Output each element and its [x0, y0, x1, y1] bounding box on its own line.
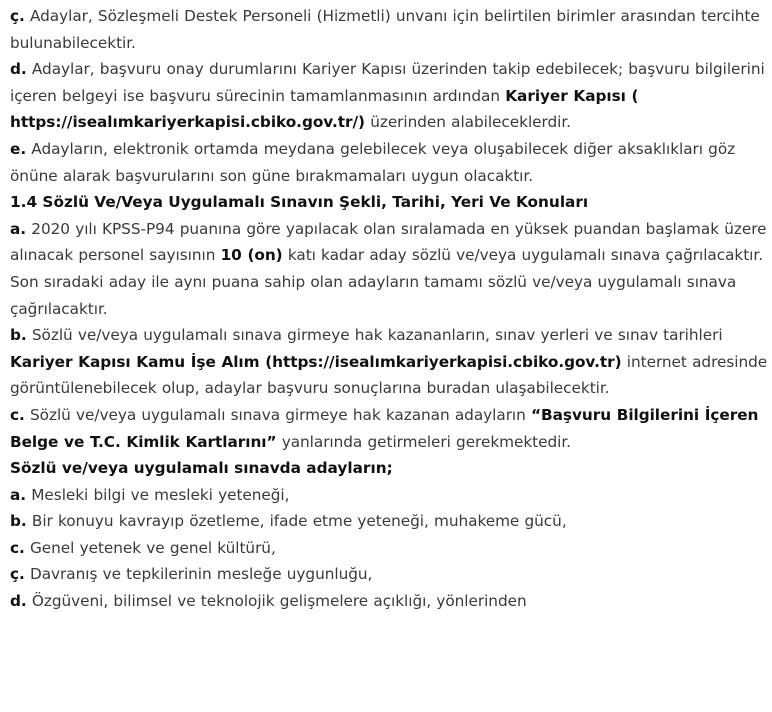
- item-text: Özgüveni, bilimsel ve teknolojik gelişmelere açıklığı, yönlerinden: [26, 592, 527, 611]
- item-text: Mesleki bilgi ve mesleki yeteneği,: [26, 485, 290, 504]
- item-marker: d.: [10, 592, 27, 611]
- item-text: Sözlü ve/veya uygulamalı sınava girmeye hak kazananların, sınav yerleri ve sınav tarihleri: [26, 326, 723, 345]
- item-marker: ç.: [10, 7, 25, 25]
- kamu-ise-alim-link-text: Kariyer Kapısı Kamu İşe Alım (https://isealımkariyerkapisi.cbiko.gov.tr): [10, 352, 622, 371]
- list-item-c-cedilla: [10, 3, 772, 56]
- item-text-after: internet adresinde görüntülenebilecek olup, adaylar başvuru sonuçlarına buradan ulaşabilecektir.: [10, 352, 768, 398]
- criteria-item-a: [10, 482, 772, 509]
- section-heading: 1.4 Sözlü Ve/Veya Uygulamalı Sınavın Şekli, Tarihi, Yeri Ve Konuları: [10, 193, 589, 212]
- item-text-after: yanlarında getirmeleri gerekmektedir.: [276, 432, 571, 451]
- item-marker: e.: [10, 139, 27, 158]
- item-marker: d.: [10, 60, 27, 79]
- candidate-multiplier: 10 (on): [220, 246, 283, 265]
- item-text: Adaylar, Sözleşmeli Destek Personeli (Hizmetli) unvanı için belirtilen birimler arasından tercihte bulunabilecektir.: [10, 7, 760, 52]
- criteria-item-c: [10, 535, 772, 562]
- item-text: Genel yetenek ve genel kültürü,: [24, 538, 276, 557]
- item-text-after: üzerinden alabileceklerdir.: [364, 113, 571, 132]
- criteria-item-b: [10, 508, 772, 535]
- item-text: Adayların, elektronik ortamda meydana gelebilecek veya oluşabilecek diğer aksaklıkları göz önüne alarak başvurularını son güne bırakmamaları uygun olacaktır.: [10, 139, 736, 185]
- item-marker: a.: [10, 219, 27, 238]
- required-documents: “Başvuru Bilgilerini İçeren Belge ve T.C. Kimlik Kartlarını”: [10, 405, 759, 451]
- document-body: [0, 3, 772, 712]
- list-item-e: [10, 136, 772, 189]
- section-item-b: [10, 322, 772, 402]
- item-marker: c.: [10, 405, 25, 424]
- item-text: 2020 yılı KPSS-P94 puanına göre yapılacak olan sıralamada en yüksek puandan başlamak üzere alınacak personel sayısının: [10, 219, 767, 265]
- item-text: Adaylar, başvuru onay durumlarını Kariyer Kapısı üzerinden takip edebilecek; başvuru bilgilerini içeren belgeyi ise başvuru sürecinin tamamlanmasının ardından: [10, 60, 765, 105]
- item-text: Davranış ve tepkilerinin mesleğe uygunluğu,: [24, 565, 373, 584]
- item-marker: c.: [10, 538, 25, 557]
- section-item-c: [10, 402, 772, 455]
- item-marker: ç.: [10, 565, 25, 584]
- criteria-item-d: [10, 588, 772, 615]
- sub-heading: Sözlü ve/veya uygulamalı sınavda adayların;: [10, 459, 393, 478]
- item-marker: b.: [10, 326, 27, 345]
- item-marker: b.: [10, 512, 27, 531]
- kariyer-kapisi-link-text: Kariyer Kapısı ( https://isealımkariyerkapisi.cbiko.gov.tr/): [10, 86, 639, 132]
- item-marker: a.: [10, 485, 27, 504]
- item-text: Bir konuyu kavrayıp özetleme, ifade etme yeteneği, muhakeme gücü,: [26, 512, 567, 531]
- item-text: Sözlü ve/veya uygulamalı sınava girmeye hak kazanan adayların: [24, 405, 531, 424]
- item-text-after: katı kadar aday sözlü ve/veya uygulamalı sınava çağrılacaktır. Son sıradaki aday ile aynı puana sahip olan adayların tamamı sözlü ve/veya uygulamalı sınava çağrılacaktır.: [10, 246, 764, 318]
- criteria-item-c-cedilla: [10, 561, 772, 588]
- section-item-a: [10, 216, 772, 322]
- list-item-d: [10, 56, 772, 136]
